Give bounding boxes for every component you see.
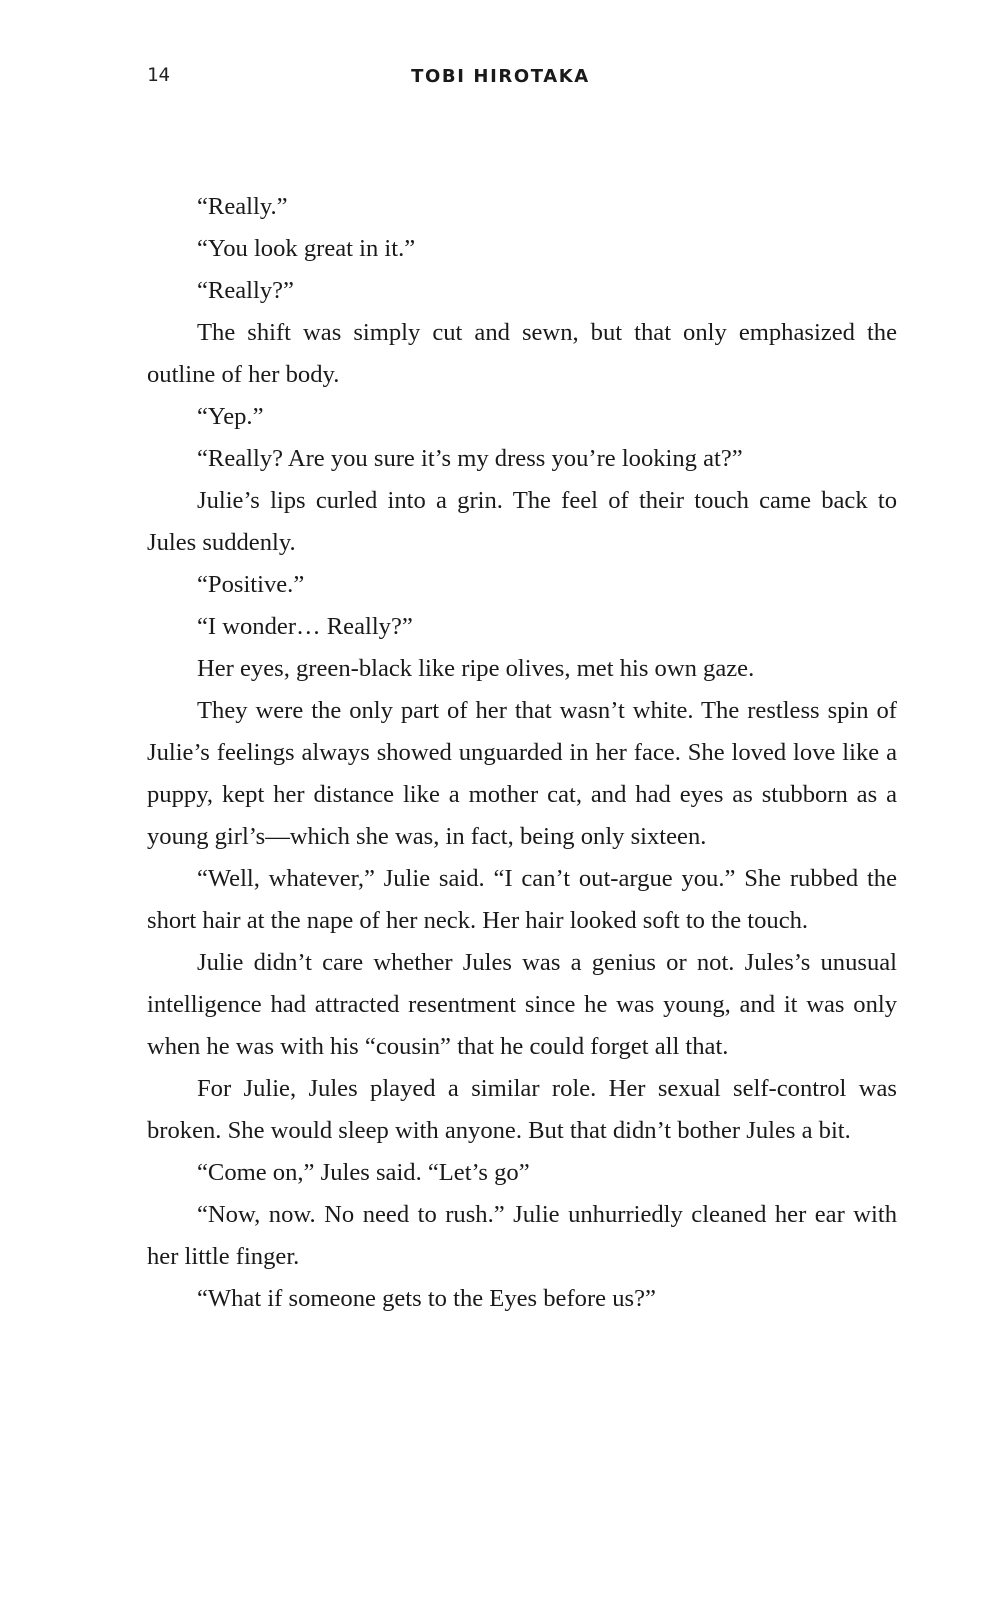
paragraph: Her eyes, green-black like ripe olives, met his own gaze. bbox=[197, 655, 755, 682]
paragraph: “What if someone gets to the Eyes before us?” bbox=[197, 1285, 656, 1312]
paragraph: “Come on,” Jules said. “Let’s go” bbox=[197, 1159, 530, 1186]
paragraph: “Really? Are you sure it’s my dress you’re looking at?” bbox=[197, 445, 743, 472]
paragraph: Julie didn’t care whether Jules was a genius or not. Jules’s unusual intelligence had attracted resentment since he was young, and it was only when he was with his “cousin” that he could forget all that. bbox=[147, 949, 897, 1060]
body-text bbox=[147, 186, 897, 1320]
paragraph: “Positive.” bbox=[197, 571, 305, 598]
running-head bbox=[0, 62, 1001, 96]
page-number: 14 bbox=[147, 64, 170, 86]
paragraph: “Well, whatever,” Julie said. “I can’t out-argue you.” She rubbed the short hair at the nape of her neck. Her hair looked soft to the touch. bbox=[147, 865, 897, 934]
paragraph: For Julie, Jules played a similar role. Her sexual self-control was broken. She would sleep with anyone. But that didn’t bother Jules a bit. bbox=[147, 1075, 897, 1144]
paragraph: “Now, now. No need to rush.” Julie unhurriedly cleaned her ear with her little finger. bbox=[147, 1201, 897, 1270]
paragraph: Julie’s lips curled into a grin. The feel of their touch came back to Jules suddenly. bbox=[147, 487, 897, 556]
paragraph: “Really.” bbox=[197, 193, 288, 220]
running-head-author: TOBI HIROTAKA bbox=[411, 66, 590, 87]
paragraph: “You look great in it.” bbox=[197, 235, 416, 262]
paragraph: “I wonder… Really?” bbox=[197, 613, 413, 640]
paragraph: “Yep.” bbox=[197, 403, 264, 430]
paragraph: They were the only part of her that wasn’t white. The restless spin of Julie’s feelings always showed unguarded in her face. She loved love like a puppy, kept her distance like a mother cat, and had eyes as stubborn as a young girl’s—which she was, in fact, being only sixteen. bbox=[147, 697, 897, 850]
paragraph: The shift was simply cut and sewn, but that only emphasized the outline of her body. bbox=[147, 319, 897, 388]
paragraph: “Really?” bbox=[197, 277, 294, 304]
